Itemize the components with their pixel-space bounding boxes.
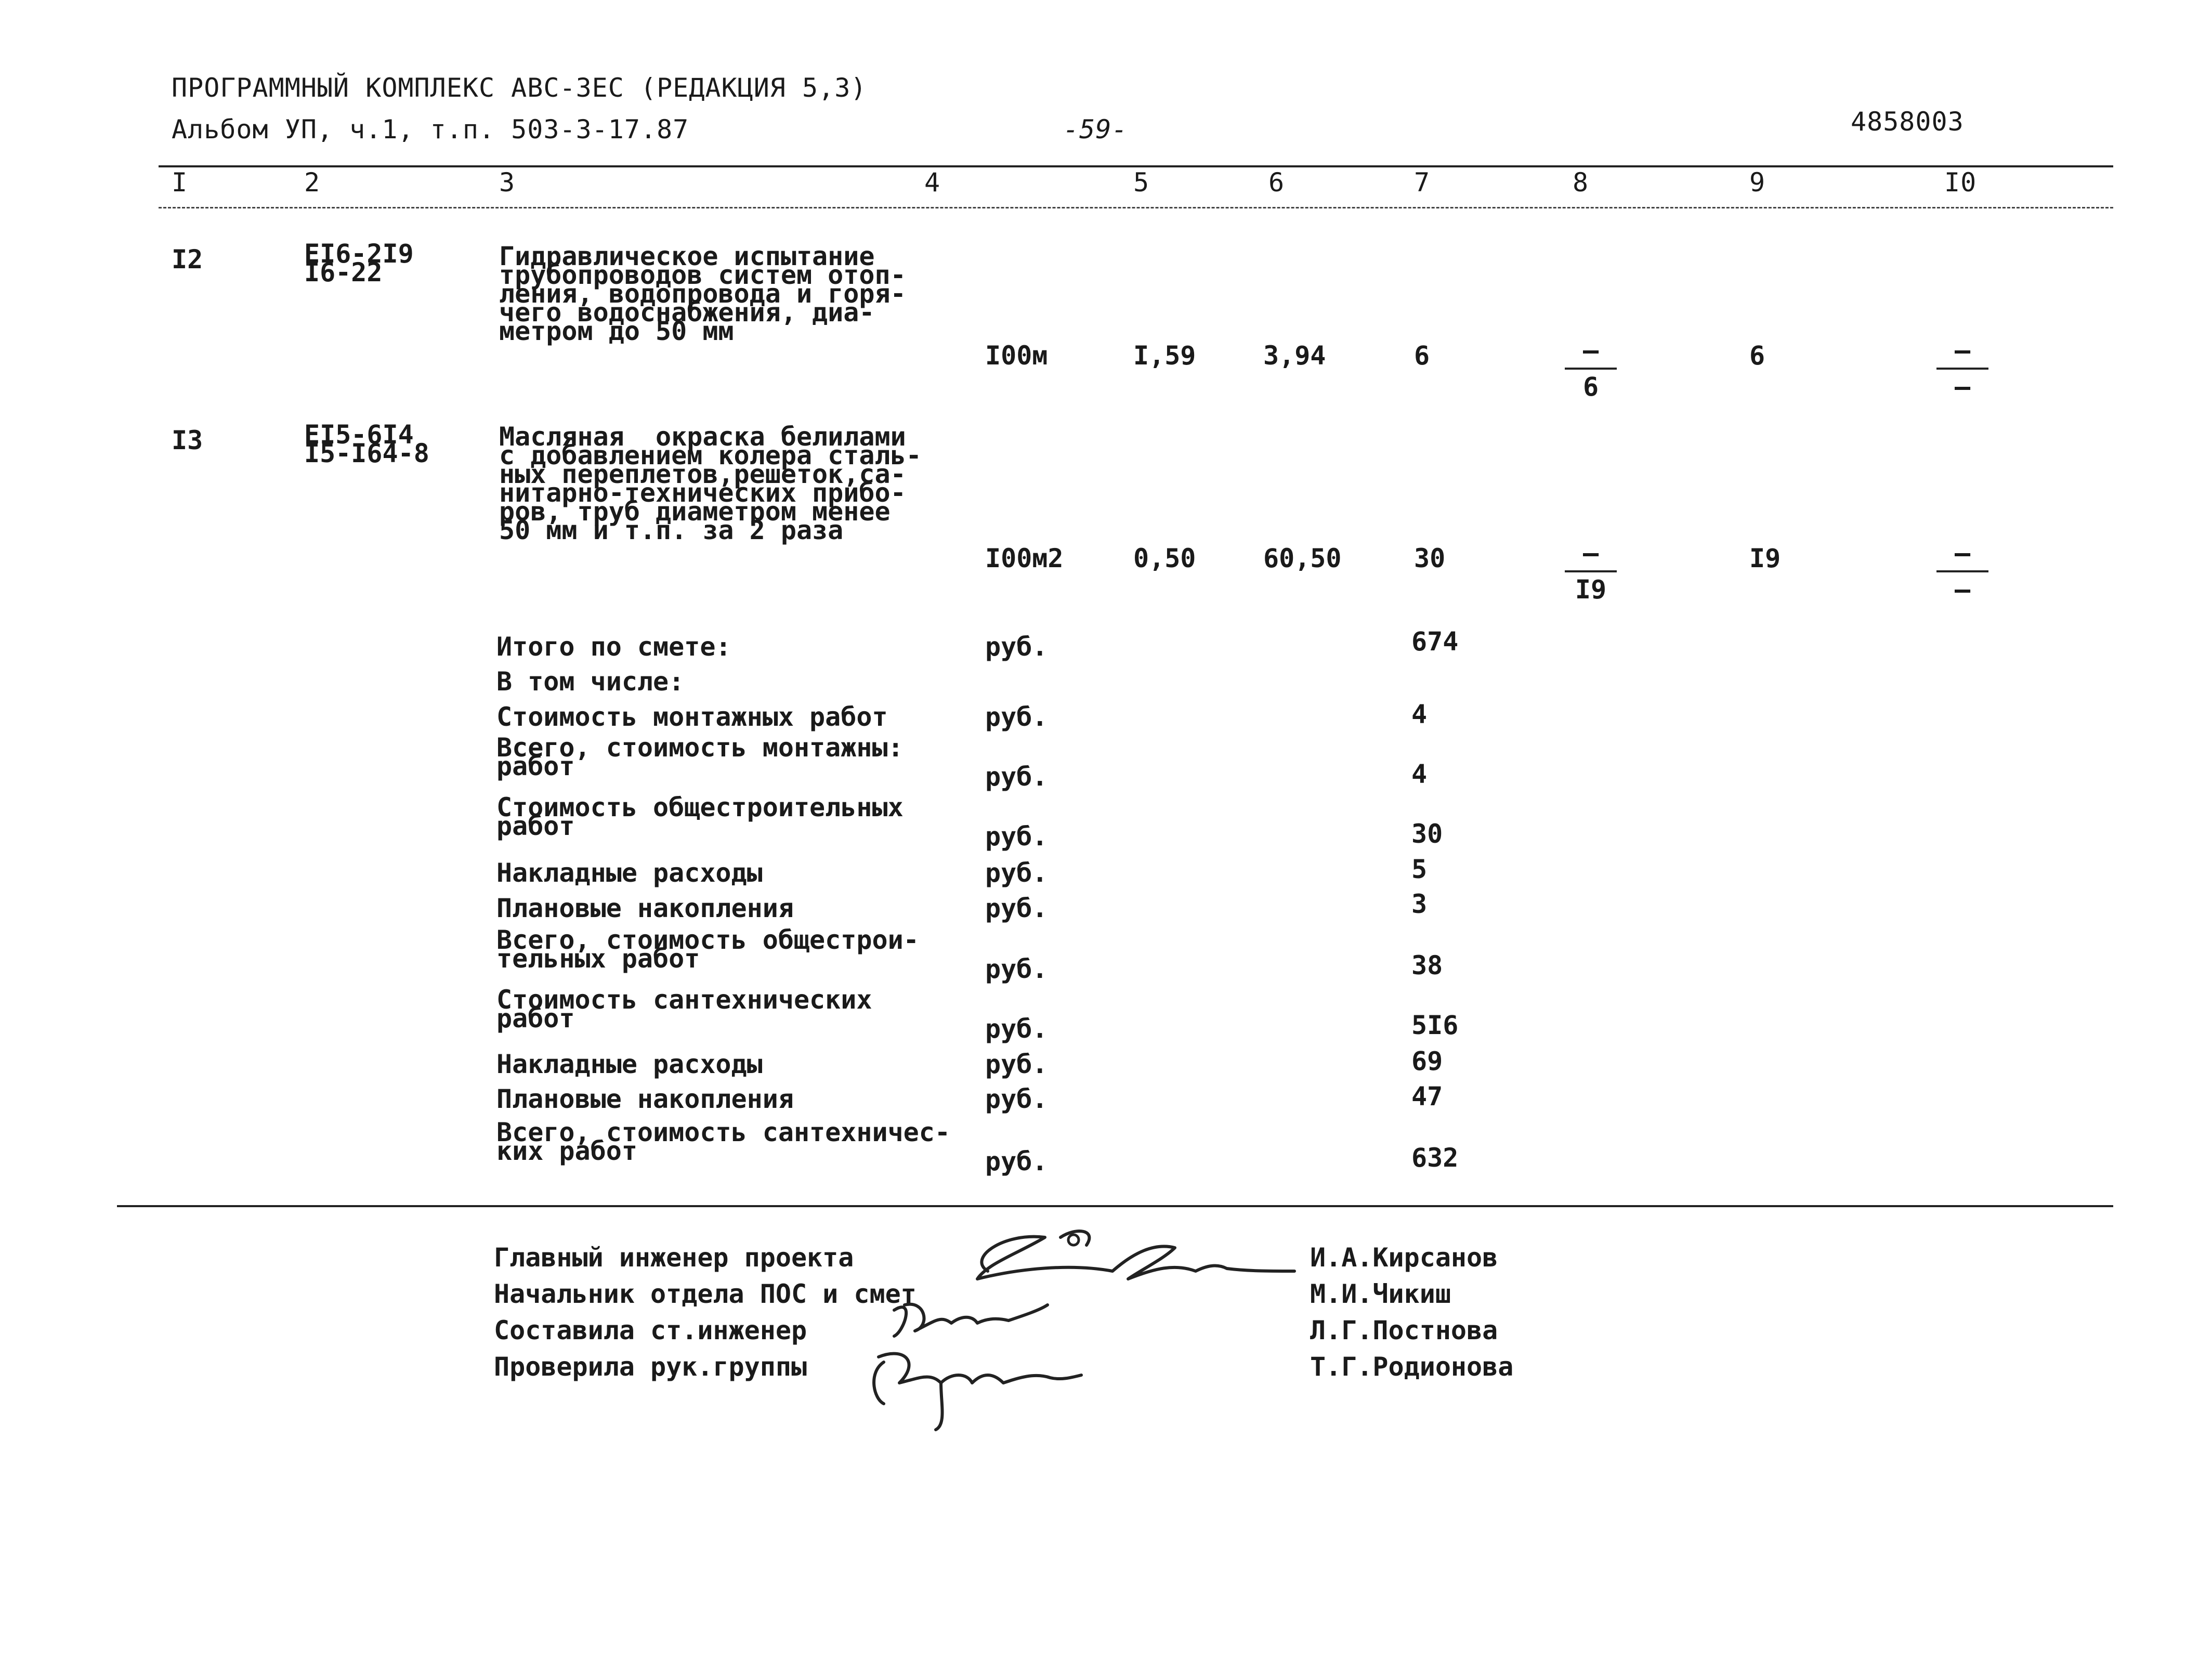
totals-label: Стоимость общестроительных работ — [496, 792, 904, 841]
fraction-bottom: 6 — [1582, 372, 1599, 402]
row-col10-fraction — [1936, 335, 1988, 402]
row-total: 30 — [1414, 543, 1446, 573]
column-number: I — [172, 167, 188, 198]
totals-label: Всего, стоимость общестрои- тельных работ — [496, 925, 919, 974]
signature-role: Начальник отдела ПОС и смет — [494, 1279, 917, 1309]
fraction-top: – — [1582, 538, 1599, 568]
totals-unit: руб. — [985, 821, 1048, 852]
page-number: -59- — [1063, 114, 1128, 145]
totals-value: 4 — [1411, 759, 1428, 789]
column-number: 5 — [1133, 167, 1150, 198]
totals-unit: руб. — [985, 954, 1048, 984]
totals-label: Итого по смете: — [496, 632, 731, 662]
totals-label: Плановые накопления — [496, 1084, 794, 1114]
signature-name: Л.Г.Постнова — [1310, 1315, 1498, 1345]
fraction-top: – — [1954, 538, 1971, 568]
totals-label: Стоимость сантехнических работ — [496, 985, 872, 1034]
row-code: EI5-6I4 I5-I64-8 — [304, 420, 429, 468]
totals-label: Накладные расходы — [496, 858, 763, 888]
row-price: 60,50 — [1263, 543, 1342, 573]
totals-value: 69 — [1411, 1046, 1443, 1076]
totals-label: Всего, стоимость монтажны: работ — [496, 733, 904, 781]
totals-label: Накладные расходы — [496, 1049, 763, 1079]
totals-unit: руб. — [985, 1146, 1048, 1177]
totals-value: 4 — [1411, 699, 1428, 729]
program-title: ПРОГРАММНЫЙ КОМПЛЕКС АВС-3ЕС (РЕДАКЦИЯ 5,3) — [172, 73, 867, 103]
signature-name: М.И.Чикиш — [1310, 1279, 1451, 1309]
totals-value: 674 — [1411, 626, 1459, 657]
totals-value: 632 — [1411, 1143, 1459, 1173]
column-number: I0 — [1944, 167, 1977, 198]
totals-value: 5I6 — [1411, 1010, 1459, 1040]
totals-value: 47 — [1411, 1081, 1443, 1112]
row-total: 6 — [1414, 341, 1430, 371]
totals-unit: руб. — [985, 858, 1048, 888]
totals-value: 5 — [1411, 854, 1428, 884]
totals-value: 38 — [1411, 950, 1443, 981]
column-number: 7 — [1414, 167, 1431, 198]
row-unit: I00м2 — [985, 543, 1064, 573]
totals-label: В том числе: — [496, 666, 685, 697]
signature-role: Главный инженер проекта — [494, 1243, 854, 1273]
totals-value: 3 — [1411, 889, 1428, 919]
row-col9: 6 — [1749, 341, 1765, 371]
column-number: 6 — [1268, 167, 1285, 198]
totals-unit: руб. — [985, 893, 1048, 923]
column-number: 3 — [499, 167, 516, 198]
row-code: EI6-2I9 I6-22 — [304, 239, 414, 287]
footer-rule — [117, 1205, 2113, 1207]
totals-unit: руб. — [985, 702, 1048, 732]
totals-unit: руб. — [985, 1014, 1048, 1044]
column-number: 9 — [1749, 167, 1766, 198]
fraction-top: – — [1582, 335, 1599, 365]
row-col8-fraction — [1565, 538, 1617, 605]
totals-unit: руб. — [985, 1084, 1048, 1114]
totals-value: 30 — [1411, 819, 1443, 849]
fraction-bottom: – — [1954, 372, 1971, 402]
row-col8-fraction — [1565, 335, 1617, 402]
header-rule-bottom — [159, 207, 2113, 208]
totals-unit: руб. — [985, 1049, 1048, 1079]
handwritten-signature-reviewer — [863, 1341, 1092, 1435]
document-code: 4858003 — [1851, 107, 1964, 137]
signature-role: Проверила рук.группы — [494, 1352, 807, 1382]
album-reference: Альбом УП, ч.1, т.п. 503-3-17.87 — [172, 114, 689, 145]
fraction-bottom: – — [1954, 574, 1971, 605]
row-number: I3 — [172, 425, 203, 455]
signature-name: И.А.Кирсанов — [1310, 1243, 1498, 1273]
row-description: Гидравлическое испытание трубопроводов систем отоп- ления, водопровода и горя- чего водоснабжения, диа- метром до 50 мм — [499, 241, 906, 346]
row-number: I2 — [172, 244, 203, 275]
totals-label: Стоимость монтажных работ — [496, 702, 888, 732]
row-description: Масляная окраска белилами с добавлением колера сталь- ных переплетов,решеток,са- нитарно-технических прибо- ров, труб диаметром менее 50 мм и т.п. за 2 раза — [499, 422, 922, 545]
fraction-bottom: I9 — [1575, 574, 1607, 605]
row-quantity: I,59 — [1133, 341, 1196, 371]
row-price: 3,94 — [1263, 341, 1326, 371]
row-unit: I00м — [985, 341, 1048, 371]
fraction-top: – — [1954, 335, 1971, 365]
row-col9: I9 — [1749, 543, 1781, 573]
signature-role: Составила ст.инженер — [494, 1315, 807, 1345]
totals-unit: руб. — [985, 632, 1048, 662]
column-number: 4 — [924, 167, 941, 198]
column-number: 2 — [304, 167, 321, 198]
row-quantity: 0,50 — [1133, 543, 1196, 573]
signature-name: Т.Г.Родионова — [1310, 1352, 1514, 1382]
column-number: 8 — [1573, 167, 1589, 198]
totals-unit: руб. — [985, 762, 1048, 792]
row-col10-fraction — [1936, 538, 1988, 605]
totals-label: Плановые накопления — [496, 893, 794, 923]
totals-label: Всего, стоимость сантехничес- ких работ — [496, 1117, 950, 1166]
